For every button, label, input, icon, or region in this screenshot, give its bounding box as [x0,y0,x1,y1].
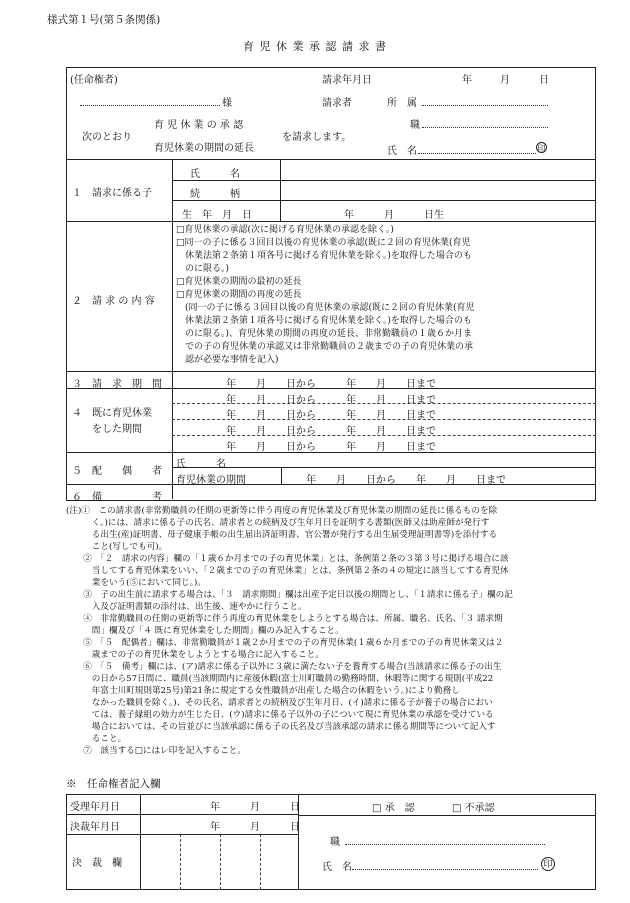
reject-checkbox[interactable]: □ 不承認 [452,803,495,814]
section6-label: ６ 備 考 [72,492,162,503]
position-label: 職 [410,120,420,131]
notes [66,505,513,757]
note-line: なかった職員を除く。)、その氏名、請求者との続柄及び生年月日、(イ)請求に係る子が養子の場合におい [66,698,493,708]
section2-label: ２ 請 求 の 内 容 [72,296,155,307]
request-period-value[interactable]: 年 月 日から 年 月 日まで [226,379,436,390]
spouse-period-label: 育児休業の期間 [176,475,246,486]
request-day: 日 [539,75,549,86]
receipt-date-value[interactable]: 年 月 日 [210,802,300,813]
prior-period-row[interactable]: 年 月 日から 年 月 日まで [226,426,436,437]
note-line: ③ 子の出生前に請求する場合は、「３ 請求期間」欄は出産予定日以後の期間とし、「１請求に係る子」欄の記 [66,590,513,600]
child-birth-label: 生 年 月 日 [182,210,252,221]
note-line: ⑤ 「５ 配偶者」欄は、非常勤職員が１歳２か月までの子の育児休業(１歳６か月までの子の育児休業又は２ [66,638,504,648]
section5-label: ５ 配 偶 者 [72,466,162,477]
authority-heading: ※ 任命権者記入欄 [66,778,161,790]
approver-position-label: 職 [330,837,340,848]
form-number: 様式第１号(第５条関係) [47,14,161,26]
prior-period-row[interactable]: 年 月 日から 年 月 日まで [226,395,436,406]
note-line: ② 「２ 請求の内容」欄の「１歳６か月までの子の育児休業」とは、条例第２条の３第３号に掲げる場合に該 [66,554,509,564]
affiliation-field[interactable] [422,105,548,106]
approver-position-field[interactable] [345,844,545,845]
section1-label: １ 請求に係る子 [72,188,152,199]
note-line: る出生(産)証明書、母子健康手帳の出生届出済証明書、官公署が発行する出生届受理証明書等)を添付する [66,530,498,540]
receipt-date-label: 受理年月日 [70,802,120,813]
note-line: 場合においては、その旨並びに当該承認に係る子の氏名及び当該承認の請求に係る期間等について記入す [66,722,496,732]
note-line: の日から57日間に、職員(当該期間内に産後休暇(富士川町職員の勤務時間、休暇等に関する規則(平成22 [66,674,494,684]
section4-label-2: をした期間 [72,424,142,435]
request-content-list [176,224,475,367]
prior-period-row[interactable]: 年 月 日から 年 月 日まで [226,410,436,421]
note-line: 間」欄及び「４ 既に育児休業をした期間」欄のみ記入すること。 [66,626,344,636]
note-line: ては、養子縁組の効力が生じた日、(ウ)請求に係る子以外の子について現に育児休業の承認を受けている [66,710,494,720]
decision-date-value[interactable]: 年 月 日 [210,822,300,833]
section4-label-1: ４ 既に育児休業 [72,408,152,419]
content-line: (同一の子に係る３回目以後の育児休業の承認(既に２回の育児休業(育児 [176,303,475,313]
request-suffix-text: を請求します。 [282,132,352,143]
as-follows-text: 次のとおり [82,132,132,143]
decision-date-label: 決裁年月日 [70,822,120,833]
approver-name-field[interactable] [352,869,538,870]
note-line: 入及び証明書類の添付は、出生後、速やかに行うこと。 [66,602,307,612]
extension-option: 育児休業の期間の延長 [154,143,254,154]
note-line: ⑥ 「５ 備考」欄には、(ア)請求に係る子以外に３歳に満たない子を養育する場合(当該請求に係る子の出生 [66,662,502,672]
name-label: 氏 名 [387,146,417,157]
note-line: 当してする育児休業をいい、「２歳までの子の育児休業」とは、条例第２条の４の規定に該当してする育児休 [66,566,509,576]
content-line: 休業法第２条第１項各号に掲げる育児休業を除く。)を取得した場合のも [176,251,472,261]
content-line: のに限る。)、育児休業の期間の再度の延長、非常勤職員の１歳６か月ま [176,329,473,339]
seal-icon: 印 [537,144,546,153]
note-line: く。)には、請求に係る子の氏名、請求者との続柄及び生年月日を証明する書類(医師又は助産師が発行す [66,518,490,528]
sama-label: 様 [222,98,232,109]
spouse-period-value[interactable]: 年 月 日から 年 月 日まで [306,475,506,486]
prior-period-row[interactable]: 年 月 日から 年 月 日まで [226,442,436,453]
note-line: (注)① この請求書(非常勤職員の任期の更新等に伴う再度の育児休業及び育児休業の期間の延長に係るものを除 [66,506,498,516]
addressee-field[interactable] [80,105,220,106]
request-year: 年 [462,75,472,86]
content-line: 認が必要な事情を記入) [176,355,279,365]
approve-checkbox[interactable]: □ 承 認 [372,803,415,814]
name-field[interactable] [418,153,536,154]
note-line: 業をいう(⑤において同じ。)。 [66,578,206,588]
approver-name-label: 氏 名 [322,862,352,873]
approver-seal-icon: 印 [541,857,555,871]
note-line: 年富士川町規則第25号)第21条に規定する女性職員が出産した場合の休暇をいう。)により勤務し [66,686,460,696]
approval-option: 育 児 休 業 の 承 認 [154,120,244,131]
note-line: 歳までの子の育児休業をしようとする場合に記入すること。 [66,650,324,660]
content-line[interactable]: □同一の子に係る３回目以後の育児休業の承認(既に２回の育児休業(育児 [176,238,471,248]
approval-box-label: 決 裁 欄 [72,858,122,869]
note-line: ⑦ 該当する□にはレ印を記入すること。 [66,746,246,756]
position-field[interactable] [422,127,548,128]
content-line[interactable]: □育児休業の承認(次に掲げる育児休業の承認を除く。) [176,225,394,235]
content-line: 休業法第２条第１項各号に掲げる育児休業を除く。)を取得した場合のも [176,316,472,326]
requester-label: 請求者 [322,98,352,109]
note-line: ること。 [66,734,127,744]
content-line: での子の育児休業の承認又は非常勤職員の２歳までの子の育児休業の承 [176,342,474,352]
request-month: 月 [500,75,510,86]
child-birth-value: 年 月 日生 [344,210,444,221]
request-date-label: 請求年月日 [322,75,372,86]
page-title: 育 児 休 業 承 認 請 求 書 [243,40,387,53]
content-line: のに限る。) [176,264,230,274]
section3-label: ３ 請 求 期 間 [72,379,162,390]
spouse-name-label: 氏 名 [176,459,226,470]
content-line[interactable]: □育児休業の期間の再度の延長 [176,290,302,300]
authority-label: (任命権者) [70,75,118,86]
note-line: こと(写しでも可)。 [66,542,168,552]
note-line: ④ 非常勤職員の任期の更新等に伴う再度の育児休業をしようとする場合は、所属、職名、氏名、「３ 請求期 [66,614,503,624]
child-name-label: 氏 名 [190,169,240,180]
child-relation-label: 続 柄 [190,189,240,200]
affiliation-label: 所 属 [387,98,417,109]
content-line[interactable]: □育児休業の期間の最初の延長 [176,277,302,287]
